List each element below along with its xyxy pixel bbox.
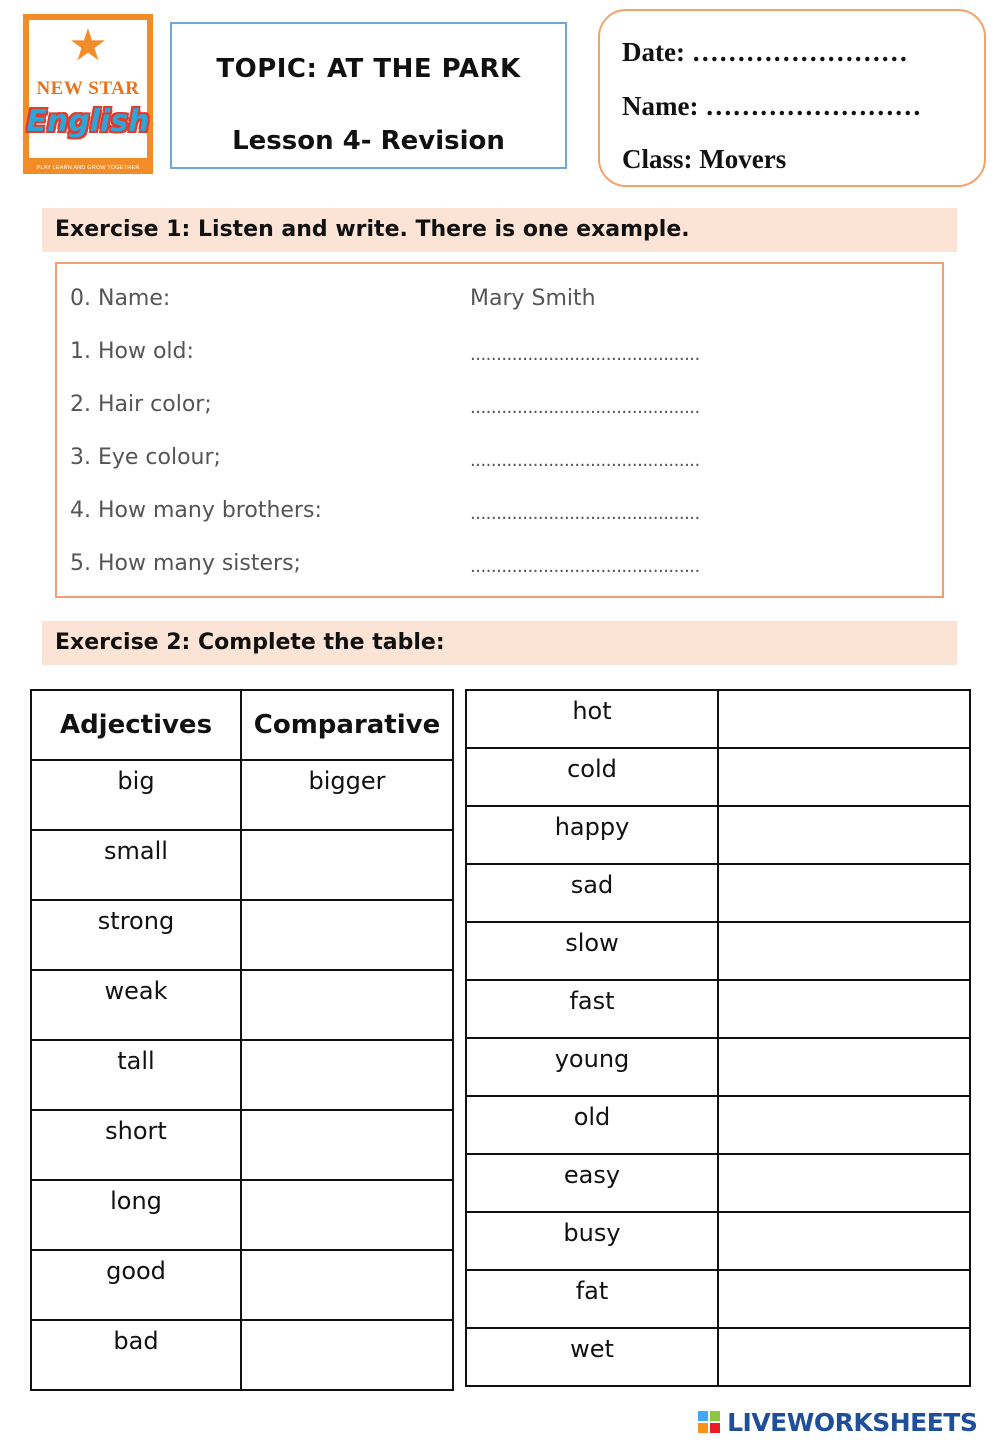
adjective-cell: slow [466,922,718,980]
comparative-table-left [30,689,454,1391]
answer-blank-3[interactable]: ............................................ [470,450,700,471]
answer-blank-4[interactable]: ............................................ [470,503,700,524]
exercise1-box [55,262,944,598]
comparative-input[interactable] [718,1270,970,1328]
adjective-cell: big [31,760,241,830]
adjective-cell: fast [466,980,718,1038]
adjective-cell: young [466,1038,718,1096]
adjective-cell: happy [466,806,718,864]
comparative-input[interactable] [718,922,970,980]
logo-wordmark: English [26,104,150,139]
adjective-cell: fat [466,1270,718,1328]
name-field[interactable]: Name: …………………… [622,91,922,121]
topic-title: TOPIC: AT THE PARK [216,54,521,84]
comparative-input[interactable] [241,1320,453,1390]
question-label: 4. How many brothers: [70,498,322,523]
adjective-cell: busy [466,1212,718,1270]
class-field: Class: Movers [622,144,787,174]
question-label: 3. Eye colour; [70,445,221,470]
comparative-input[interactable] [718,1328,970,1386]
comparative-input[interactable] [241,1110,453,1180]
topic-box [170,22,567,169]
comparative-input[interactable] [718,748,970,806]
comparative-input[interactable] [241,900,453,970]
liveworksheets-watermark [698,1408,998,1438]
question-label: 2. Hair color; [70,392,212,417]
comparative-input[interactable] [718,864,970,922]
adjective-cell: wet [466,1328,718,1386]
header-comparative: Comparative [241,690,453,760]
comparative-input[interactable] [241,1040,453,1110]
adjective-cell: long [31,1180,241,1250]
student-info-box [598,9,986,187]
date-field[interactable]: Date: …………………… [622,37,908,67]
answer-blank-1[interactable]: ............................................ [470,344,700,365]
adjective-cell: strong [31,900,241,970]
logo-brand-text: NEW STAR [36,78,140,99]
adjective-cell: good [31,1250,241,1320]
adjective-cell: old [466,1096,718,1154]
question-label: 5. How many sisters; [70,551,301,576]
comparative-cell: bigger [241,760,453,830]
adjective-cell: weak [31,970,241,1040]
question-label: 0. Name: [70,286,171,311]
answer-blank-2[interactable]: ............................................ [470,397,700,418]
comparative-input[interactable] [718,1096,970,1154]
adjective-cell: cold [466,748,718,806]
logo-panel [26,20,150,158]
exercise1-title: Exercise 1: Listen and write. There is one example. [42,208,957,252]
comparative-input[interactable] [241,830,453,900]
comparative-input[interactable] [241,970,453,1040]
comparative-input[interactable] [718,980,970,1038]
comparative-input[interactable] [718,806,970,864]
adjective-cell: small [31,830,241,900]
comparative-table-right [465,689,971,1387]
lesson-title: Lesson 4- Revision [232,126,505,156]
logo-tagline: PLAY LEARN AND GROW TOGETHER [36,165,140,171]
watermark-text: LIVEWORKSHEETS [727,1408,978,1437]
adjective-cell: easy [466,1154,718,1212]
star-icon: ★ [68,20,108,71]
adjective-cell: short [31,1110,241,1180]
comparative-input[interactable] [241,1250,453,1320]
comparative-input[interactable] [718,1038,970,1096]
header-adjectives: Adjectives [31,690,241,760]
adjective-cell: sad [466,864,718,922]
liveworksheets-logo-icon [698,1411,722,1435]
comparative-input[interactable] [718,1212,970,1270]
adjective-cell: hot [466,690,718,748]
adjective-cell: tall [31,1040,241,1110]
answer-blank-5[interactable]: ............................................ [470,556,700,577]
new-star-english-logo [23,14,153,174]
adjective-cell: bad [31,1320,241,1390]
question-label: 1. How old: [70,339,194,364]
comparative-input[interactable] [718,1154,970,1212]
comparative-input[interactable] [718,690,970,748]
exercise2-title: Exercise 2: Complete the table: [42,621,957,665]
example-answer: Mary Smith [470,286,596,311]
comparative-input[interactable] [241,1180,453,1250]
